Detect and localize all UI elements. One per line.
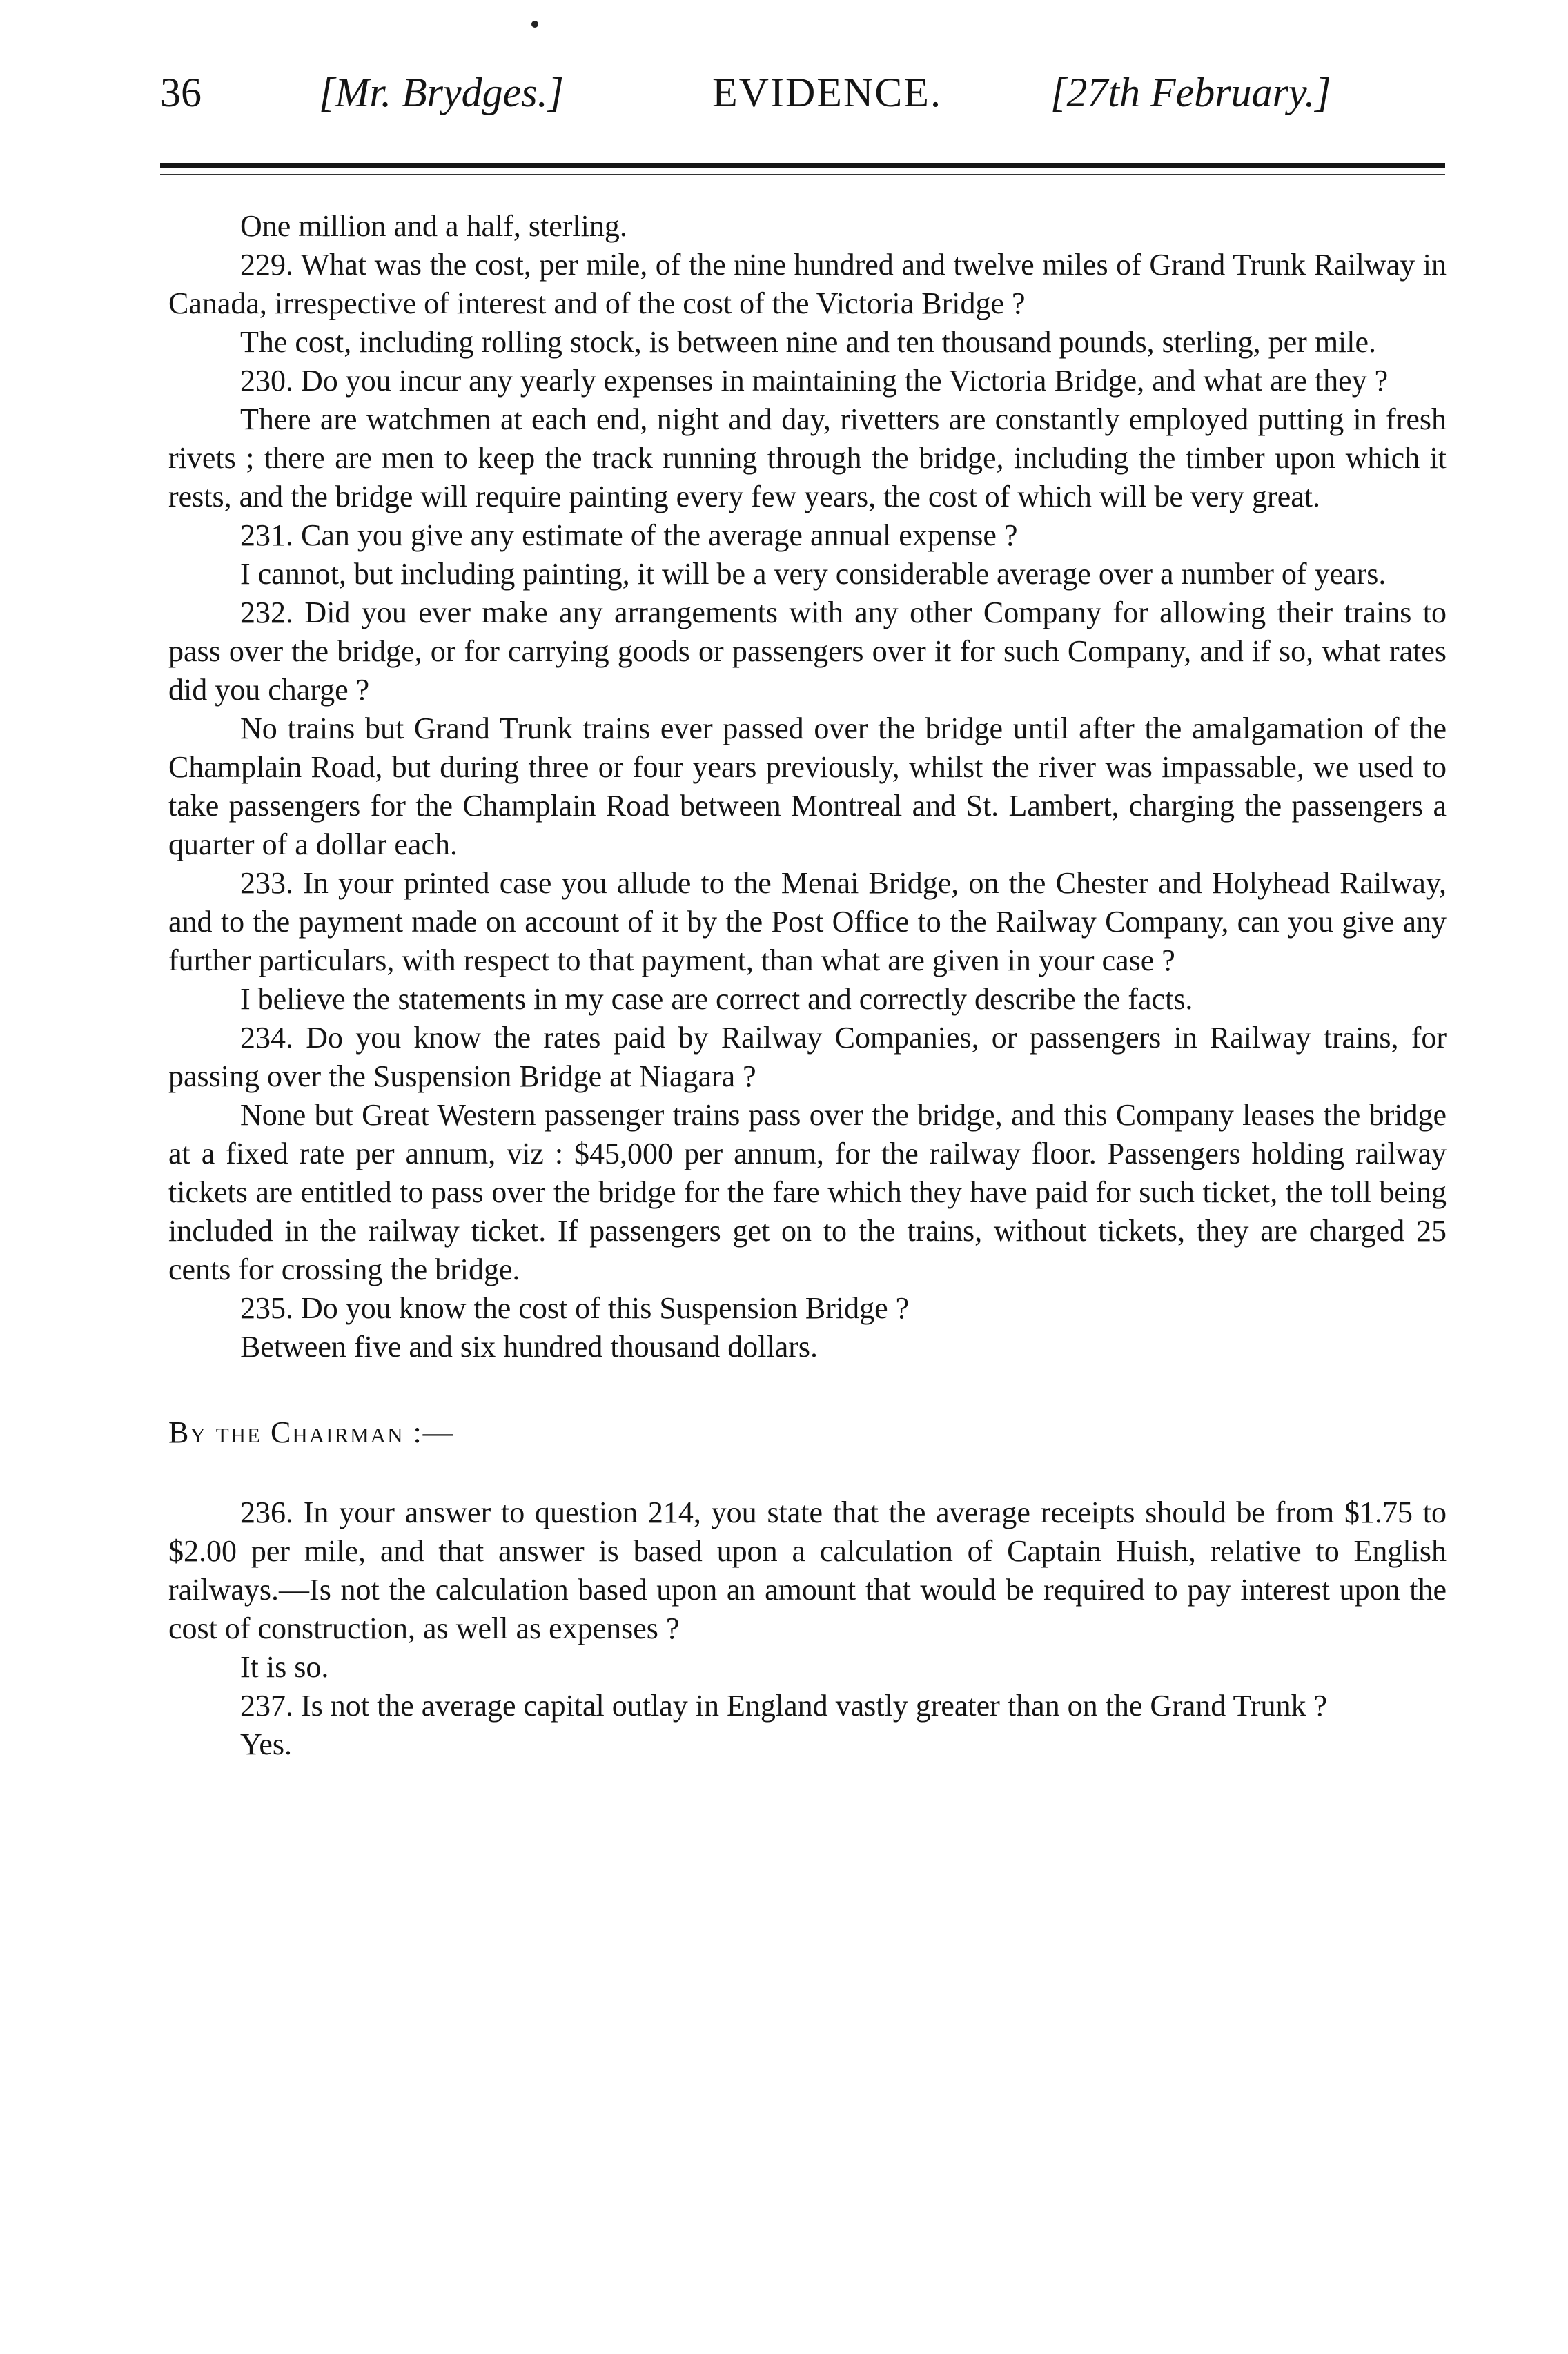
question-234: 234. Do you know the rates paid by Railway Companies, or passengers in Railway trains, for passing over the Suspension Bridge at Niagara ? bbox=[168, 1021, 1447, 1093]
question-231: 231. Can you give any estimate of the average annual expense ? bbox=[240, 518, 1018, 552]
witness-name: [Mr. Brydges.] bbox=[319, 70, 564, 115]
header-rule-thick bbox=[160, 163, 1445, 168]
question-229: 229. What was the cost, per mile, of the nine hundred and twelve miles of Grand Trunk Railway in Canada, irrespective of interest and of the cost of the Victoria Bridge ? bbox=[168, 248, 1447, 320]
ink-dot bbox=[531, 21, 538, 28]
opening-answer: One million and a half, sterling. bbox=[240, 209, 627, 243]
question-237: 237. Is not the average capital outlay in England vastly greater than on the Grand Trunk ? bbox=[240, 1689, 1328, 1723]
answer-235: Between five and six hundred thousand dollars. bbox=[240, 1330, 819, 1364]
page-number: 36 bbox=[160, 70, 202, 115]
header-title: EVIDENCE. bbox=[712, 70, 942, 115]
section-heading-chairman: By the Chairman :— bbox=[168, 1415, 455, 1449]
header-date: [27th February.] bbox=[1050, 70, 1331, 115]
answer-232: No trains but Grand Trunk trains ever passed over the bridge until after the amalgamation of the Champlain Road, but during three or four years previously, whilst the river was impassable, we used to take passengers for the Champlain Road between Montreal and St. Lambert, charging the passengers a quarter of a dollar each. bbox=[168, 712, 1447, 861]
question-230: 230. Do you incur any yearly expenses in maintaining the Victoria Bridge, and what are they ? bbox=[240, 364, 1389, 398]
answer-237: Yes. bbox=[240, 1727, 293, 1761]
question-235: 235. Do you know the cost of this Suspension Bridge ? bbox=[240, 1291, 910, 1325]
question-232: 232. Did you ever make any arrangements with any other Company for allowing their trains to pass over the bridge, or for carrying goods or passengers over it for such Company, and if so, what rates did you charge ? bbox=[168, 596, 1447, 707]
question-236: 236. In your answer to question 214, you state that the average receipts should be from $1.75 to $2.00 per mile, and that answer is based upon a calculation of Captain Huish, relative to English railways.—Is not the calculation based upon an amount that would be required to pay interest upon the cost of construction, as well as expenses ? bbox=[168, 1495, 1447, 1645]
answer-231: I cannot, but including painting, it will be a very considerable average over a number of years. bbox=[240, 557, 1386, 591]
question-233: 233. In your printed case you allude to the Menai Bridge, on the Chester and Holyhead Railway, and to the payment made on account of it by the Post Office to the Railway Company, can you give any further particulars, with respect to that payment, than what are given in your case ? bbox=[168, 866, 1447, 977]
evidence-body bbox=[168, 207, 1447, 1764]
answer-233: I believe the statements in my case are correct and correctly describe the facts. bbox=[240, 982, 1193, 1016]
answer-234: None but Great Western passenger trains pass over the bridge, and this Company leases the bridge at a fixed rate per annum, viz : $45,000 per annum, for the railway floor. Passengers holding railway tickets are entitled to pass over the bridge for the fare which they have paid for such ticket, the toll being included in the railway ticket. If passengers get on to the trains, without tickets, they are charged 25 cents for crossing the bridge. bbox=[168, 1098, 1447, 1286]
answer-236: It is so. bbox=[240, 1650, 329, 1684]
answer-230: There are watchmen at each end, night and day, rivetters are constantly employed putting in fresh rivets ; there are men to keep the track running through the bridge, including the timber upon which it rests, and the bridge will require painting every few years, the cost of which will be very great. bbox=[168, 402, 1447, 513]
header-rule-thin bbox=[160, 174, 1445, 175]
running-header bbox=[160, 58, 1444, 127]
answer-229: The cost, including rolling stock, is between nine and ten thousand pounds, sterling, per mile. bbox=[240, 325, 1377, 359]
